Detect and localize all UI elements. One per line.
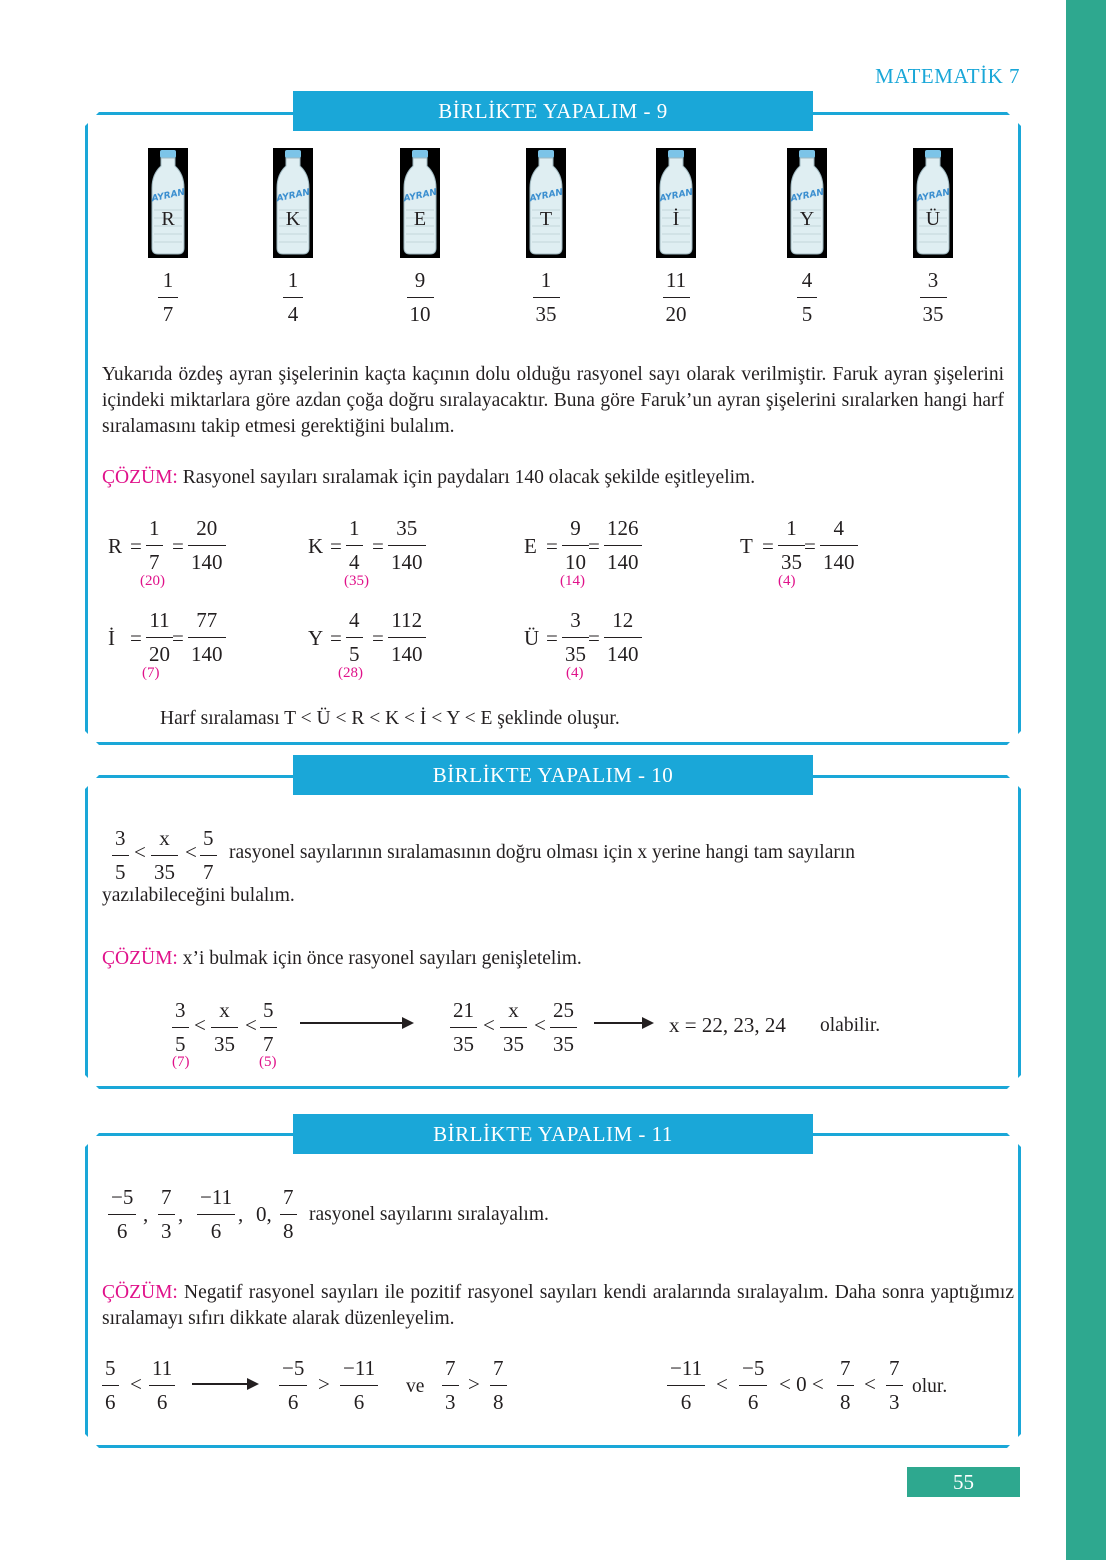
bottle-brand: AYRAN	[275, 187, 312, 205]
less-than-sign: <	[716, 1372, 728, 1396]
section-10-problem-line1: rasyonel sayılarının sıralamasının doğru olması için x yerine hangi tam sayıların	[229, 842, 856, 863]
fraction: 5 7	[260, 998, 277, 1056]
and-word: ve	[406, 1376, 425, 1397]
equation-letter: T	[740, 534, 753, 558]
fraction: −11 6	[667, 1356, 705, 1414]
ayran-bottle	[787, 148, 827, 258]
less-than-sign: <	[194, 1013, 206, 1037]
ayran-bottle	[656, 148, 696, 258]
equals-sign: =	[588, 534, 600, 558]
comma: ,	[143, 1202, 149, 1226]
greater-than-sign: >	[318, 1372, 330, 1396]
solution-label: ÇÖZÜM:	[102, 467, 178, 488]
fraction: 3 5	[112, 826, 129, 884]
fraction: x 35	[500, 998, 527, 1056]
fraction: −5 6	[279, 1356, 307, 1414]
fraction: 7 3	[442, 1356, 459, 1414]
less-than-sign: <	[864, 1372, 876, 1396]
bottle-letter: Ü	[925, 208, 941, 230]
bottle-fraction: 3 35	[920, 268, 947, 326]
multiplier-label: (20)	[140, 573, 165, 589]
fraction: x 35	[211, 998, 238, 1056]
bottle-brand: AYRAN	[789, 187, 826, 205]
fraction: 7 3	[886, 1356, 903, 1414]
less-than-sign: <	[534, 1013, 546, 1037]
multiplier-label: (4)	[778, 573, 796, 589]
fraction: 1 35	[778, 516, 805, 574]
bottle-brand: AYRAN	[658, 187, 695, 205]
bottle-icon	[526, 148, 566, 258]
fraction: 3 5	[172, 998, 189, 1056]
bottle-fraction: 1 35	[533, 268, 560, 326]
right-arrow-icon	[594, 1022, 652, 1024]
fraction: −11 6	[340, 1356, 378, 1414]
solution-text: Negatif rasyonel sayıları ile pozitif rasyonel sayıları kendi aralarında sıralayalım. Daha sonra yaptığımız sıralamayı sıfırı dikkate alarak düzenleyelim.	[102, 1282, 1014, 1329]
fraction: 3 35	[562, 608, 589, 666]
solution-label: ÇÖZÜM:	[102, 1282, 178, 1303]
ayran-bottle	[913, 148, 953, 258]
fraction: −11 6	[197, 1185, 235, 1243]
bottle-fraction: 4 5	[797, 268, 817, 326]
bottle-brand: AYRAN	[915, 187, 952, 205]
fraction: 9 10	[562, 516, 589, 574]
equals-sign: =	[372, 534, 384, 558]
fraction: 12 140	[604, 608, 642, 666]
multiplier-label: (7)	[142, 665, 160, 681]
bottle-brand: AYRAN	[150, 187, 187, 205]
ayran-bottle	[273, 148, 313, 258]
fraction: −5 6	[108, 1185, 136, 1243]
section-10-solution	[102, 946, 1004, 972]
multiplier-label: (7)	[172, 1054, 190, 1070]
equals-sign: =	[804, 534, 816, 558]
equation-letter: Ü	[524, 626, 540, 650]
ayran-bottle	[526, 148, 566, 258]
fraction: 126 140	[604, 516, 642, 574]
fraction: 21 35	[450, 998, 477, 1056]
less-than-sign: <	[245, 1013, 257, 1037]
result-word: olabilir.	[820, 1015, 881, 1036]
final-word: olur.	[912, 1376, 948, 1397]
bottle-letter: E	[413, 208, 427, 230]
equation-letter: Y	[308, 626, 324, 650]
multiplier-label: (35)	[344, 573, 369, 589]
bottle-brand: AYRAN	[528, 187, 565, 205]
equation-letter: K	[308, 534, 324, 558]
equals-sign: =	[130, 626, 142, 650]
fraction: 4 140	[820, 516, 858, 574]
fraction: 1 7	[146, 516, 163, 574]
section-9-conclusion: Harf sıralaması T < Ü < R < K < İ < Y < E şeklinde oluşur.	[160, 708, 620, 729]
fraction: 25 35	[550, 998, 577, 1056]
fraction: 7 8	[280, 1185, 297, 1243]
page-number: 55	[907, 1467, 1020, 1497]
fraction: 5 6	[102, 1356, 119, 1414]
equals-sign: =	[546, 626, 558, 650]
bottle-icon	[273, 148, 313, 258]
section-9-banner: BİRLİKTE YAPALIM - 9	[293, 91, 813, 131]
equation-letter: E	[524, 534, 537, 558]
section-11-solution	[102, 1280, 1014, 1332]
right-arrow-icon	[300, 1022, 412, 1024]
fraction: 7 3	[158, 1185, 175, 1243]
bottle-letter: İ	[672, 208, 680, 230]
right-arrow-icon	[192, 1383, 257, 1385]
bottle-letter: T	[539, 208, 553, 230]
bottle-icon	[656, 148, 696, 258]
equals-sign: =	[762, 534, 774, 558]
equals-sign: =	[330, 626, 342, 650]
bottle-fraction: 1 7	[158, 268, 178, 326]
equals-sign: =	[546, 534, 558, 558]
comma: ,	[238, 1202, 244, 1226]
multiplier-label: (5)	[259, 1054, 277, 1070]
bottle-icon	[787, 148, 827, 258]
less-than-sign: <	[134, 840, 146, 864]
section-9-problem-text: Yukarıda özdeş ayran şişelerinin kaçta kaçının dolu olduğu rasyonel sayı olarak verilmiştir. Faruk ayran şişelerini içindeki miktarlara göre azdan çoğa doğru sıralayacaktır. Buna göre Faruk’un ayran şişelerini sıralarken hangi harf sıralamasını takip etmesi gerektiğini bulalım.	[102, 364, 1004, 437]
section-11-problem-text: rasyonel sayılarını sıralayalım.	[309, 1204, 549, 1225]
bottle-fraction: 9 10	[407, 268, 434, 326]
multiplier-label: (14)	[560, 573, 585, 589]
less-than-sign: <	[130, 1372, 142, 1396]
solution-label: ÇÖZÜM:	[102, 948, 178, 969]
fraction: 1 4	[346, 516, 363, 574]
bottle-icon	[913, 148, 953, 258]
fraction: 112 140	[388, 608, 426, 666]
fraction: x 35	[151, 826, 178, 884]
bottle-letter: R	[161, 208, 175, 230]
fraction: 4 5	[346, 608, 363, 666]
zero-item: 0,	[256, 1202, 272, 1226]
result-values: x = 22, 23, 24	[669, 1013, 786, 1037]
solution-text: Rasyonel sayıları sıralamak için paydaları 140 olacak şekilde eşitleyelim.	[177, 467, 756, 488]
bottle-icon	[400, 148, 440, 258]
less-than-sign: <	[185, 840, 197, 864]
multiplier-label: (28)	[338, 665, 363, 681]
ayran-bottle	[148, 148, 188, 258]
equation-letter: İ	[108, 626, 115, 650]
fraction: 20 140	[188, 516, 226, 574]
section-11-banner: BİRLİKTE YAPALIM - 11	[293, 1114, 813, 1154]
less-than-sign: <	[483, 1013, 495, 1037]
section-10-problem-line2: yazılabileceğini bulalım.	[102, 885, 295, 906]
fraction: 7 8	[490, 1356, 507, 1414]
multiplier-label: (4)	[566, 665, 584, 681]
bottle-letter: K	[285, 208, 301, 230]
bottle-brand: AYRAN	[402, 187, 439, 205]
bottle-icon	[148, 148, 188, 258]
equation-letter: R	[108, 534, 123, 558]
bottle-fraction: 1 4	[283, 268, 303, 326]
fraction: 35 140	[388, 516, 426, 574]
equals-sign: =	[588, 626, 600, 650]
section-9-solution	[102, 465, 1004, 491]
bottle-fraction: 11 20	[663, 268, 690, 326]
equals-sign: =	[330, 534, 342, 558]
comma: ,	[178, 1202, 184, 1226]
equals-sign: =	[372, 626, 384, 650]
fraction: 11 6	[149, 1356, 175, 1414]
fraction: 5 7	[200, 826, 217, 884]
bottle-letter: Y	[799, 208, 815, 230]
fraction: −5 6	[739, 1356, 767, 1414]
section-10-banner: BİRLİKTE YAPALIM - 10	[293, 755, 813, 795]
greater-than-sign: >	[468, 1372, 480, 1396]
zero-comparison: < 0 <	[779, 1372, 824, 1396]
header-subject-title: MATEMATİK 7	[875, 64, 1020, 88]
equals-sign: =	[172, 626, 184, 650]
ayran-bottle	[400, 148, 440, 258]
fraction: 11 20	[146, 608, 173, 666]
fraction: 77 140	[188, 608, 226, 666]
equals-sign: =	[130, 534, 142, 558]
equals-sign: =	[172, 534, 184, 558]
side-color-bar	[1066, 0, 1106, 1560]
fraction: 7 8	[837, 1356, 854, 1414]
solution-text: x’i bulmak için önce rasyonel sayıları genişletelim.	[177, 948, 582, 969]
